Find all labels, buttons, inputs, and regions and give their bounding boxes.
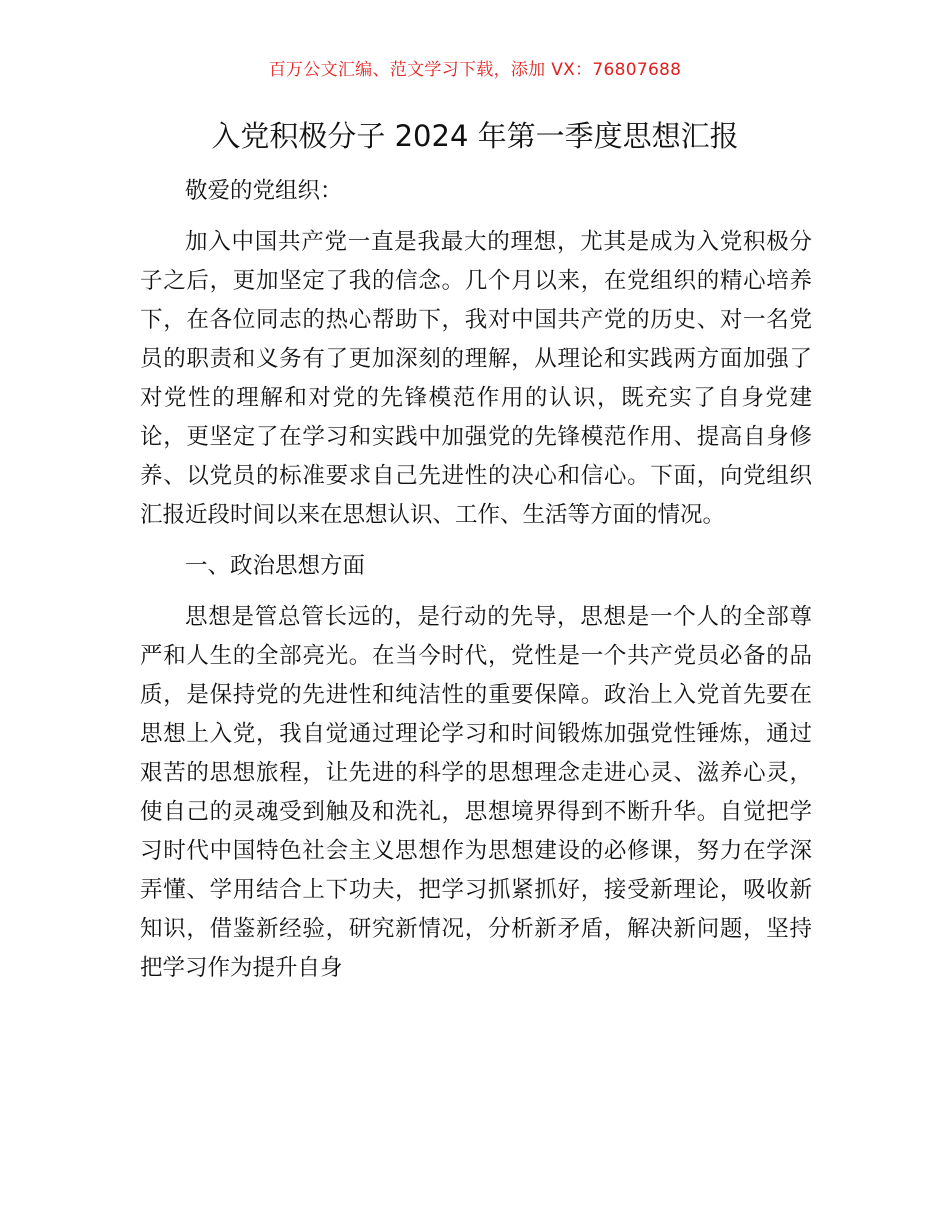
- section-heading-political: 一、政治思想方面: [185, 553, 366, 579]
- salutation: 敬爱的党组织：: [185, 178, 343, 204]
- section-paragraph-political: 思想是管总管长远的，是行动的先导，思想是一个人的全部尊严和人生的全部亮光。在当今时代，党性是一个共产党员必备的品质，是保持党的先进性和纯洁性的重要保障。政治上入党首先要在思想上入党，我自觉通过理论学习和时间锻炼加强党性锤炼，通过艰苦的思想旅程，让先进的科学的思想理念走进心灵、滋养心灵，使自己的灵魂受到触及和洗礼，思想境界得到不断升华。自觉把学习时代中国特色社会主义思想作为思想建设的必修课，努力在学深弄懂、学用结合上下功夫，把学习抓紧抓好，接受新理论，吸收新知识，借鉴新经验，研究新情况，分析新矛盾，解决新问题，坚持把学习作为提升自身: [140, 604, 812, 981]
- document-title: 入党积极分子 2024 年第一季度思想汇报: [211, 119, 739, 153]
- intro-paragraph: 加入中国共产党一直是我最大的理想，尤其是成为入党积极分子之后，更加坚定了我的信念。几个月以来，在党组织的精心培养下，在各位同志的热心帮助下，我对中国共产党的历史、对一名党员的职责和义务有了更加深刻的理解，从理论和实践两方面加强了对党性的理解和对党的先锋模范作用的认识，既充实了自身党建论，更坚定了在学习和实践中加强党的先锋模范作用、提高自身修养、以党员的标准要求自己先进性的决心和信心。下面，向党组织汇报近段时间以来在思想认识、工作、生活等方面的情况。: [140, 229, 812, 528]
- header-banner: 百万公文汇编、范文学习下载，添加 VX：76807688: [268, 60, 682, 80]
- document-body: [140, 172, 812, 1000]
